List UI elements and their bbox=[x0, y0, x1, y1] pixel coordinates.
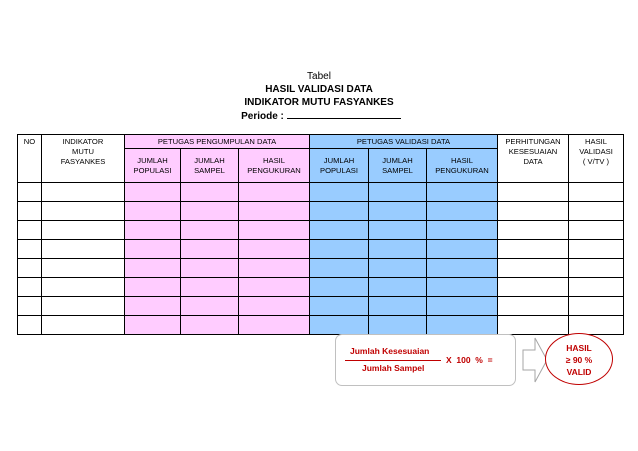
table-cell bbox=[181, 278, 239, 297]
table-cell bbox=[18, 259, 42, 278]
header-validasi-hasil-pengukuran: HASIL PENGUKURAN bbox=[427, 149, 498, 183]
table-cell bbox=[427, 202, 498, 221]
header-hasil-validasi: HASIL VALIDASI ( V/TV ) bbox=[569, 135, 624, 183]
table-cell bbox=[125, 183, 181, 202]
table-cell bbox=[498, 202, 569, 221]
table-cell bbox=[42, 297, 125, 316]
header-perhitungan: PERHITUNGAN KESESUAIAN DATA bbox=[498, 135, 569, 183]
table-cell bbox=[125, 316, 181, 335]
table-row bbox=[18, 259, 624, 278]
header-validasi-jumlah-populasi: JUMLAH POPULASI bbox=[310, 149, 369, 183]
table-cell bbox=[369, 259, 427, 278]
table-row bbox=[18, 240, 624, 259]
header-validasi-jumlah-sampel: JUMLAH SAMPEL bbox=[369, 149, 427, 183]
table-row bbox=[18, 278, 624, 297]
table-cell bbox=[42, 202, 125, 221]
table-cell bbox=[42, 259, 125, 278]
table-cell bbox=[569, 259, 624, 278]
table-cell bbox=[427, 278, 498, 297]
table-cell bbox=[310, 316, 369, 335]
table-cell bbox=[310, 278, 369, 297]
table-cell bbox=[310, 221, 369, 240]
table-cell bbox=[125, 221, 181, 240]
table-cell bbox=[498, 259, 569, 278]
table-cell bbox=[369, 221, 427, 240]
table-cell bbox=[498, 297, 569, 316]
header-no: NO bbox=[18, 135, 42, 183]
formula-fraction-line bbox=[345, 360, 441, 361]
formula-denominator: Jumlah Sampel bbox=[362, 363, 425, 373]
table-cell bbox=[125, 297, 181, 316]
table-cell bbox=[310, 240, 369, 259]
table-cell bbox=[369, 297, 427, 316]
header-row-1 bbox=[18, 135, 624, 149]
formula-box bbox=[335, 334, 516, 386]
table-cell bbox=[427, 297, 498, 316]
table-cell bbox=[239, 183, 310, 202]
title-tabel: Tabel bbox=[307, 71, 331, 82]
table-cell bbox=[427, 183, 498, 202]
table-row bbox=[18, 297, 624, 316]
table-cell bbox=[427, 316, 498, 335]
table-cell bbox=[42, 316, 125, 335]
table-cell bbox=[181, 240, 239, 259]
table-cell bbox=[42, 278, 125, 297]
table-cell bbox=[569, 183, 624, 202]
header-petugas-pengumpulan: PETUGAS PENGUMPULAN DATA bbox=[125, 135, 310, 149]
table-cell bbox=[42, 240, 125, 259]
result-hasil: HASIL bbox=[566, 343, 592, 353]
table-cell bbox=[125, 202, 181, 221]
table-cell bbox=[239, 202, 310, 221]
table-cell bbox=[239, 240, 310, 259]
result-threshold: ≥ 90 % bbox=[565, 355, 593, 365]
table-cell bbox=[498, 183, 569, 202]
table-cell bbox=[18, 202, 42, 221]
table-cell bbox=[369, 183, 427, 202]
table-cell bbox=[125, 259, 181, 278]
table-cell bbox=[181, 316, 239, 335]
table-cell bbox=[18, 316, 42, 335]
periode-label: Periode : bbox=[241, 111, 284, 122]
title-indikator-mutu: INDIKATOR MUTU FASYANKES bbox=[244, 97, 394, 108]
table-cell bbox=[310, 297, 369, 316]
table-cell bbox=[310, 202, 369, 221]
table-cell bbox=[181, 183, 239, 202]
table-cell bbox=[239, 297, 310, 316]
table-cell bbox=[42, 183, 125, 202]
header-pengumpulan-jumlah-populasi: JUMLAH POPULASI bbox=[125, 149, 181, 183]
table-cell bbox=[369, 240, 427, 259]
table-cell bbox=[239, 259, 310, 278]
table-cell bbox=[369, 202, 427, 221]
title-block bbox=[0, 70, 638, 123]
header-pengumpulan-hasil-pengukuran: HASIL PENGUKURAN bbox=[239, 149, 310, 183]
table-cell bbox=[427, 221, 498, 240]
table-cell bbox=[498, 221, 569, 240]
table-cell bbox=[239, 278, 310, 297]
table-cell bbox=[18, 221, 42, 240]
result-valid: VALID bbox=[566, 367, 592, 377]
table-cell bbox=[18, 240, 42, 259]
table-cell bbox=[125, 278, 181, 297]
periode-blank bbox=[287, 109, 401, 119]
table-cell bbox=[310, 183, 369, 202]
table-body bbox=[18, 183, 624, 335]
result-circle bbox=[545, 333, 613, 385]
table-row bbox=[18, 316, 624, 335]
table-row bbox=[18, 183, 624, 202]
table-cell bbox=[498, 240, 569, 259]
validation-table bbox=[17, 134, 624, 335]
table-cell bbox=[369, 278, 427, 297]
table-row bbox=[18, 202, 624, 221]
table-cell bbox=[18, 278, 42, 297]
header-pengumpulan-jumlah-sampel: JUMLAH SAMPEL bbox=[181, 149, 239, 183]
title-hasil-validasi: HASIL VALIDASI DATA bbox=[265, 84, 373, 95]
table-cell bbox=[18, 297, 42, 316]
table-cell bbox=[569, 221, 624, 240]
table-cell bbox=[239, 316, 310, 335]
table-cell bbox=[181, 259, 239, 278]
table-cell bbox=[18, 183, 42, 202]
header-petugas-validasi: PETUGAS VALIDASI DATA bbox=[310, 135, 498, 149]
table-cell bbox=[427, 259, 498, 278]
table-cell bbox=[569, 278, 624, 297]
table-cell bbox=[498, 278, 569, 297]
table-cell bbox=[569, 202, 624, 221]
formula-multiplier: X 100 % = bbox=[446, 355, 493, 365]
table-cell bbox=[569, 316, 624, 335]
table-cell bbox=[310, 259, 369, 278]
header-indikator: INDIKATOR MUTU FASYANKES bbox=[42, 135, 125, 183]
periode-line bbox=[2, 109, 638, 123]
table-cell bbox=[427, 240, 498, 259]
table-cell bbox=[239, 221, 310, 240]
table-cell bbox=[125, 240, 181, 259]
table-cell bbox=[181, 221, 239, 240]
table-cell bbox=[181, 297, 239, 316]
table-cell bbox=[569, 240, 624, 259]
formula-numerator: Jumlah Kesesuaian bbox=[350, 346, 430, 356]
table-cell bbox=[181, 202, 239, 221]
table-cell bbox=[498, 316, 569, 335]
table-cell bbox=[369, 316, 427, 335]
table-cell bbox=[569, 297, 624, 316]
table-row bbox=[18, 221, 624, 240]
table-cell bbox=[42, 221, 125, 240]
